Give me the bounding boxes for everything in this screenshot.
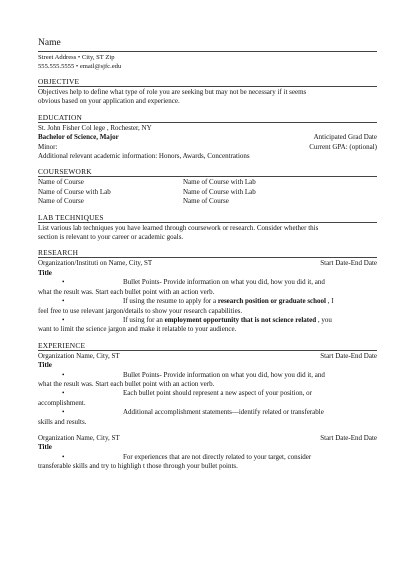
bullet-text: Each bullet point should represent a new aspect of your position, or bbox=[123, 389, 312, 398]
street-address: Street Address • City, ST Zip bbox=[38, 54, 115, 61]
degree-row bbox=[38, 133, 377, 142]
research-dates: Start Date-End Date bbox=[320, 259, 377, 268]
lab-techniques-section bbox=[38, 213, 377, 243]
coursework-rule bbox=[38, 176, 377, 177]
contact-block bbox=[38, 53, 377, 71]
bullet-text: If using the resume to apply for a bbox=[123, 297, 218, 306]
coursework-section bbox=[38, 167, 377, 206]
minor-row bbox=[38, 143, 377, 152]
bullet-text: For experiences that are not directly related to your target, consider bbox=[123, 452, 312, 461]
research-role: Title bbox=[38, 268, 52, 277]
header-rule bbox=[38, 51, 377, 52]
bullet-text: , you bbox=[316, 315, 332, 324]
bullet-item bbox=[38, 371, 377, 390]
bullet-text: skills and results. bbox=[38, 417, 87, 426]
experience-role: Title bbox=[38, 443, 52, 452]
experience-org: Organization Name, City, ST bbox=[38, 351, 120, 360]
bullet-text: Bullet Points- Provide information on what you did, how you did it, and bbox=[123, 370, 325, 379]
gpa: Current GPA: (optional) bbox=[309, 142, 377, 151]
research-org: Organization/Instituti on Name, City, ST bbox=[38, 259, 153, 268]
experience-entry bbox=[38, 352, 377, 427]
bullet-item bbox=[38, 316, 377, 335]
resume-header bbox=[38, 38, 377, 71]
additional-academic-info: Additional relevant academic information: Honors, Awards, Concentrations bbox=[38, 152, 250, 161]
bullet-text: , I bbox=[326, 297, 334, 306]
course-name: Name of Course bbox=[183, 197, 229, 206]
experience-role: Title bbox=[38, 361, 52, 370]
research-section bbox=[38, 248, 377, 334]
bullet-text: Additional accomplishment statements—identify related or transferable bbox=[123, 408, 324, 417]
course-name: Name of Course with Lab bbox=[38, 187, 111, 196]
minor: Minor: bbox=[38, 142, 58, 151]
bullet-dot-icon: • bbox=[62, 315, 65, 324]
bullet-dot-icon: • bbox=[62, 452, 65, 461]
lab-techniques-rule bbox=[38, 222, 377, 223]
course-name: Name of Course bbox=[38, 178, 84, 187]
course-name: Name of Course bbox=[38, 197, 84, 206]
objective-line: obvious based on your application and experience. bbox=[38, 97, 180, 106]
course-name: Name of Course with Lab bbox=[183, 178, 256, 187]
bullet-text: transferable skills and try to highligh t those through your bullet points. bbox=[38, 462, 238, 471]
research-rule bbox=[38, 257, 377, 258]
course-row bbox=[38, 178, 377, 187]
objective-rule bbox=[38, 86, 377, 87]
bullet-emphasis: employment opportunity that is not science related bbox=[164, 315, 317, 324]
research-org-row bbox=[38, 259, 377, 268]
objective-section bbox=[38, 77, 377, 107]
research-title: RESEARCH bbox=[38, 248, 79, 258]
candidate-name: Name bbox=[38, 38, 61, 48]
bullet-item bbox=[38, 389, 377, 408]
experience-org: Organization Name, City, ST bbox=[38, 433, 120, 442]
bullet-text: what the result was. Start each bullet point with an action verb. bbox=[38, 379, 215, 388]
bullet-item bbox=[38, 408, 377, 427]
bullet-dot-icon: • bbox=[62, 278, 65, 287]
experience-dates: Start Date-End Date bbox=[320, 433, 377, 442]
bullet-emphasis: research position or graduate school bbox=[217, 297, 326, 306]
bullet-item bbox=[38, 278, 377, 297]
bullet-line bbox=[38, 316, 377, 325]
school-name: St. John Fisher Col lege , Rochester, NY bbox=[38, 123, 152, 132]
bullet-text: want to limit the science jargon and make it relatable to your audience. bbox=[38, 325, 237, 334]
education-title: EDUCATION bbox=[38, 112, 83, 122]
bullet-line bbox=[38, 297, 377, 306]
grad-date: Anticipated Grad Date bbox=[313, 133, 377, 142]
education-rule bbox=[38, 122, 377, 123]
bullet-text: what the result was. Start each bullet point with an action verb. bbox=[38, 287, 215, 296]
phone-email: 555.555.5555 • email@sjfc.edu bbox=[38, 63, 122, 70]
bullet-dot-icon: • bbox=[62, 297, 65, 306]
experience-org-row bbox=[38, 352, 377, 361]
experience-section bbox=[38, 341, 377, 472]
experience-org-row bbox=[38, 434, 377, 443]
objective-line: Objectives help to define what type of role you are seeking but may not be necessary if it seems bbox=[38, 88, 307, 96]
lab-techniques-title: LAB TECHNIQUES bbox=[38, 212, 104, 222]
coursework-title: COURSEWORK bbox=[38, 167, 92, 177]
experience-rule bbox=[38, 350, 377, 351]
education-section bbox=[38, 113, 377, 162]
objective-title: OBJECTIVE bbox=[38, 77, 80, 86]
bullet-text: If using for an bbox=[123, 315, 165, 324]
bullet-text: feel free to use relevant jargon/details to show your research capabilities. bbox=[38, 306, 243, 315]
bullet-text: Bullet Points- Provide information on what you did, how you did it, and bbox=[123, 278, 325, 287]
bullet-dot-icon: • bbox=[62, 389, 65, 398]
course-name: Name of Course with Lab bbox=[183, 187, 256, 196]
bullet-text: accomplishment. bbox=[38, 398, 86, 407]
lab-line: section is relevant to your career or academic goals. bbox=[38, 233, 184, 242]
lab-line: List various lab techniques you have learned through coursework or research. Consider whether this bbox=[38, 223, 319, 232]
bullet-dot-icon: • bbox=[62, 370, 65, 379]
bullet-dot-icon: • bbox=[62, 408, 65, 417]
course-row bbox=[38, 188, 377, 197]
experience-dates: Start Date-End Date bbox=[320, 351, 377, 360]
degree: Bachelor of Science, Major bbox=[38, 133, 119, 142]
experience-title: EXPERIENCE bbox=[38, 340, 86, 350]
bullet-item bbox=[38, 297, 377, 316]
bullet-item bbox=[38, 453, 377, 472]
experience-entry bbox=[38, 434, 377, 472]
course-row bbox=[38, 197, 377, 206]
